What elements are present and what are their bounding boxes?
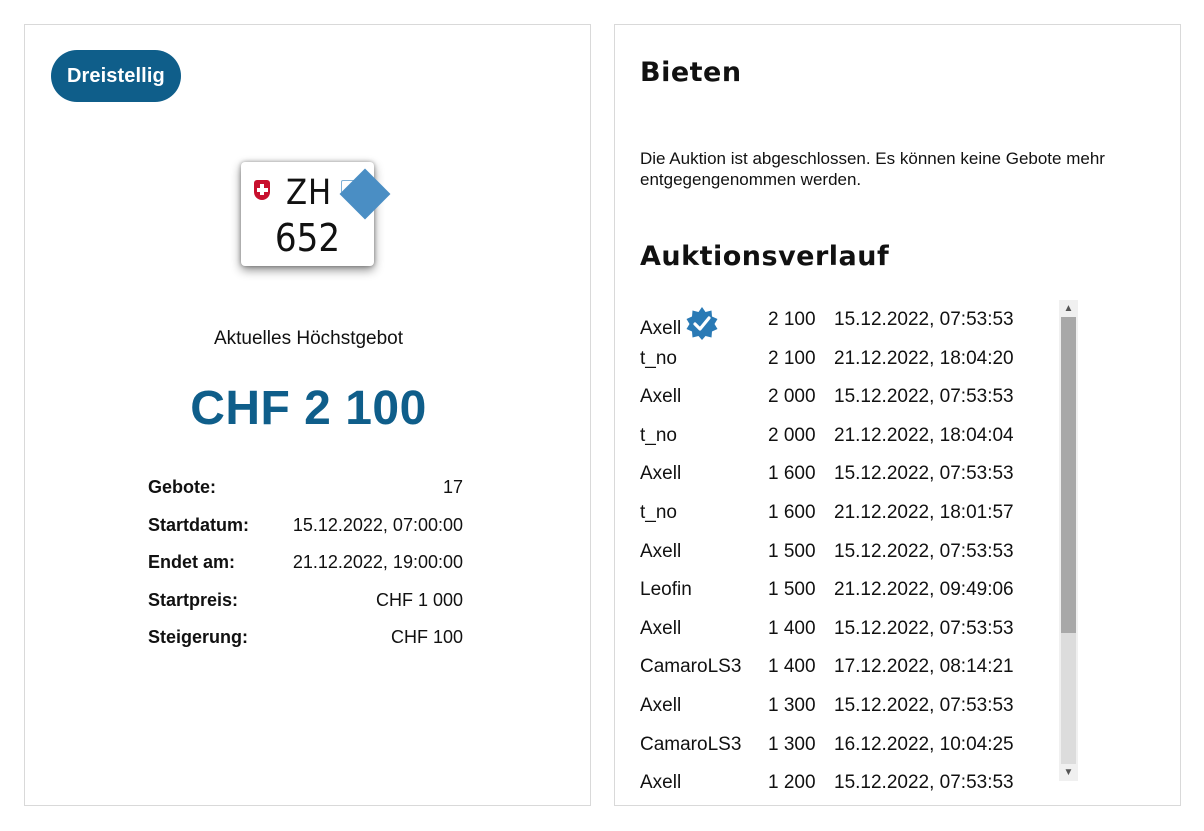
list-item	[640, 686, 1082, 725]
bidder-name: t_no	[640, 501, 677, 523]
stat-label: Startdatum:	[148, 514, 250, 535]
bid-timestamp: 21.12.2022, 09:49:06	[834, 579, 1014, 601]
stat-value: CHF 1 000	[375, 589, 463, 610]
category-badge[interactable]: Dreistellig	[51, 50, 181, 102]
bid-timestamp: 15.12.2022, 07:53:53	[834, 463, 1014, 485]
scrollbar-thumb[interactable]	[1061, 317, 1076, 633]
bid-timestamp: 15.12.2022, 07:53:53	[834, 309, 1014, 330]
bidder-name: Axell	[640, 694, 682, 716]
bid-timestamp: 15.12.2022, 07:53:53	[834, 540, 1014, 562]
bidder-name: Axell	[640, 772, 682, 794]
history-scrollbar[interactable]	[1059, 300, 1078, 781]
stat-value: 21.12.2022, 19:00:00	[292, 552, 463, 572]
scrollbar-track[interactable]	[1061, 317, 1076, 764]
bid-timestamp: 21.12.2022, 18:04:04	[834, 424, 1014, 446]
plate-number: 652	[274, 216, 341, 260]
highest-bid-value: CHF 2 100	[190, 382, 427, 435]
list-item	[640, 570, 1082, 609]
bidder-name: Axell	[640, 540, 682, 562]
bidder-name: Axell	[640, 463, 682, 485]
stat-value: 17	[442, 477, 463, 497]
stat-label: Steigerung:	[148, 627, 249, 647]
stat-start-date	[148, 511, 463, 549]
bidder-name: t_no	[640, 347, 677, 369]
stat-end-date	[148, 548, 463, 586]
bidder-name: Axell	[640, 617, 682, 639]
stat-label: Gebote:	[148, 477, 217, 497]
stat-label: Startpreis:	[148, 589, 239, 610]
bidder-name: Leofin	[640, 579, 692, 601]
bid-timestamp: 15.12.2022, 07:53:53	[834, 694, 1014, 716]
bid-history-list[interactable]	[640, 300, 1082, 794]
list-item	[640, 339, 1082, 378]
bid-amount: 2 000	[768, 424, 816, 446]
bidder-name: Axell	[640, 386, 682, 408]
bid-timestamp: 15.12.2022, 07:53:53	[834, 772, 1014, 794]
bid-amount: 1 600	[768, 463, 816, 485]
bid-amount: 1 500	[768, 579, 816, 601]
bid-amount: 1 500	[768, 540, 816, 562]
list-item	[640, 532, 1082, 571]
swiss-flag-icon	[254, 180, 270, 200]
stat-label: Endet am:	[148, 552, 236, 572]
list-item	[640, 300, 1082, 339]
list-item	[640, 377, 1082, 416]
bid-timestamp: 16.12.2022, 10:04:25	[834, 733, 1014, 755]
auction-closed-notice: Die Auktion ist abgeschlossen. Es können keine Gebote mehr entgegengenommen werden.	[640, 149, 1105, 189]
bid-amount: 2 100	[768, 309, 816, 330]
list-item	[640, 763, 1082, 802]
list-item	[640, 609, 1082, 648]
auction-summary-panel	[24, 24, 591, 806]
bid-timestamp: 17.12.2022, 08:14:21	[834, 656, 1014, 678]
bid-amount: 2 100	[768, 347, 816, 369]
stat-bids	[148, 473, 463, 511]
list-item	[640, 725, 1082, 764]
plate-canton: ZH	[286, 173, 333, 213]
list-item	[640, 416, 1082, 455]
highest-bid-label: Aktuelles Höchstgebot	[213, 328, 404, 349]
list-item	[640, 493, 1082, 532]
bidding-panel	[614, 24, 1181, 806]
bid-amount: 1 400	[768, 617, 816, 639]
scroll-up-icon[interactable]: ▲	[1059, 300, 1078, 317]
stat-value: CHF 100	[390, 627, 463, 647]
license-plate-image	[241, 162, 374, 266]
bid-amount: 2 000	[768, 386, 816, 408]
bidder-name: CamaroLS3	[640, 733, 742, 755]
list-item	[640, 647, 1082, 686]
stat-increment	[148, 623, 463, 661]
bid-amount: 1 300	[768, 694, 816, 716]
bid-amount: 1 300	[768, 733, 816, 755]
scroll-down-icon[interactable]: ▼	[1059, 764, 1078, 781]
bid-section-title: Bieten	[640, 57, 742, 88]
bid-amount: 1 600	[768, 501, 816, 523]
bidder-name: CamaroLS3	[640, 656, 742, 678]
bid-timestamp: 15.12.2022, 07:53:53	[834, 386, 1014, 408]
bid-timestamp: 21.12.2022, 18:04:20	[834, 347, 1014, 369]
auction-stats	[148, 473, 463, 661]
history-section-title: Auktionsverlauf	[640, 241, 890, 272]
list-item	[640, 454, 1082, 493]
bid-timestamp: 15.12.2022, 07:53:53	[834, 617, 1014, 639]
zurich-coat-of-arms-icon	[341, 180, 359, 200]
stat-value: 15.12.2022, 07:00:00	[292, 514, 463, 535]
stat-start-price	[148, 586, 463, 624]
bid-amount: 1 200	[768, 772, 816, 794]
bidder-name: t_no	[640, 424, 677, 446]
bid-timestamp: 21.12.2022, 18:01:57	[834, 501, 1014, 523]
bidder-name: Axell	[640, 318, 682, 340]
bid-amount: 1 400	[768, 656, 816, 678]
